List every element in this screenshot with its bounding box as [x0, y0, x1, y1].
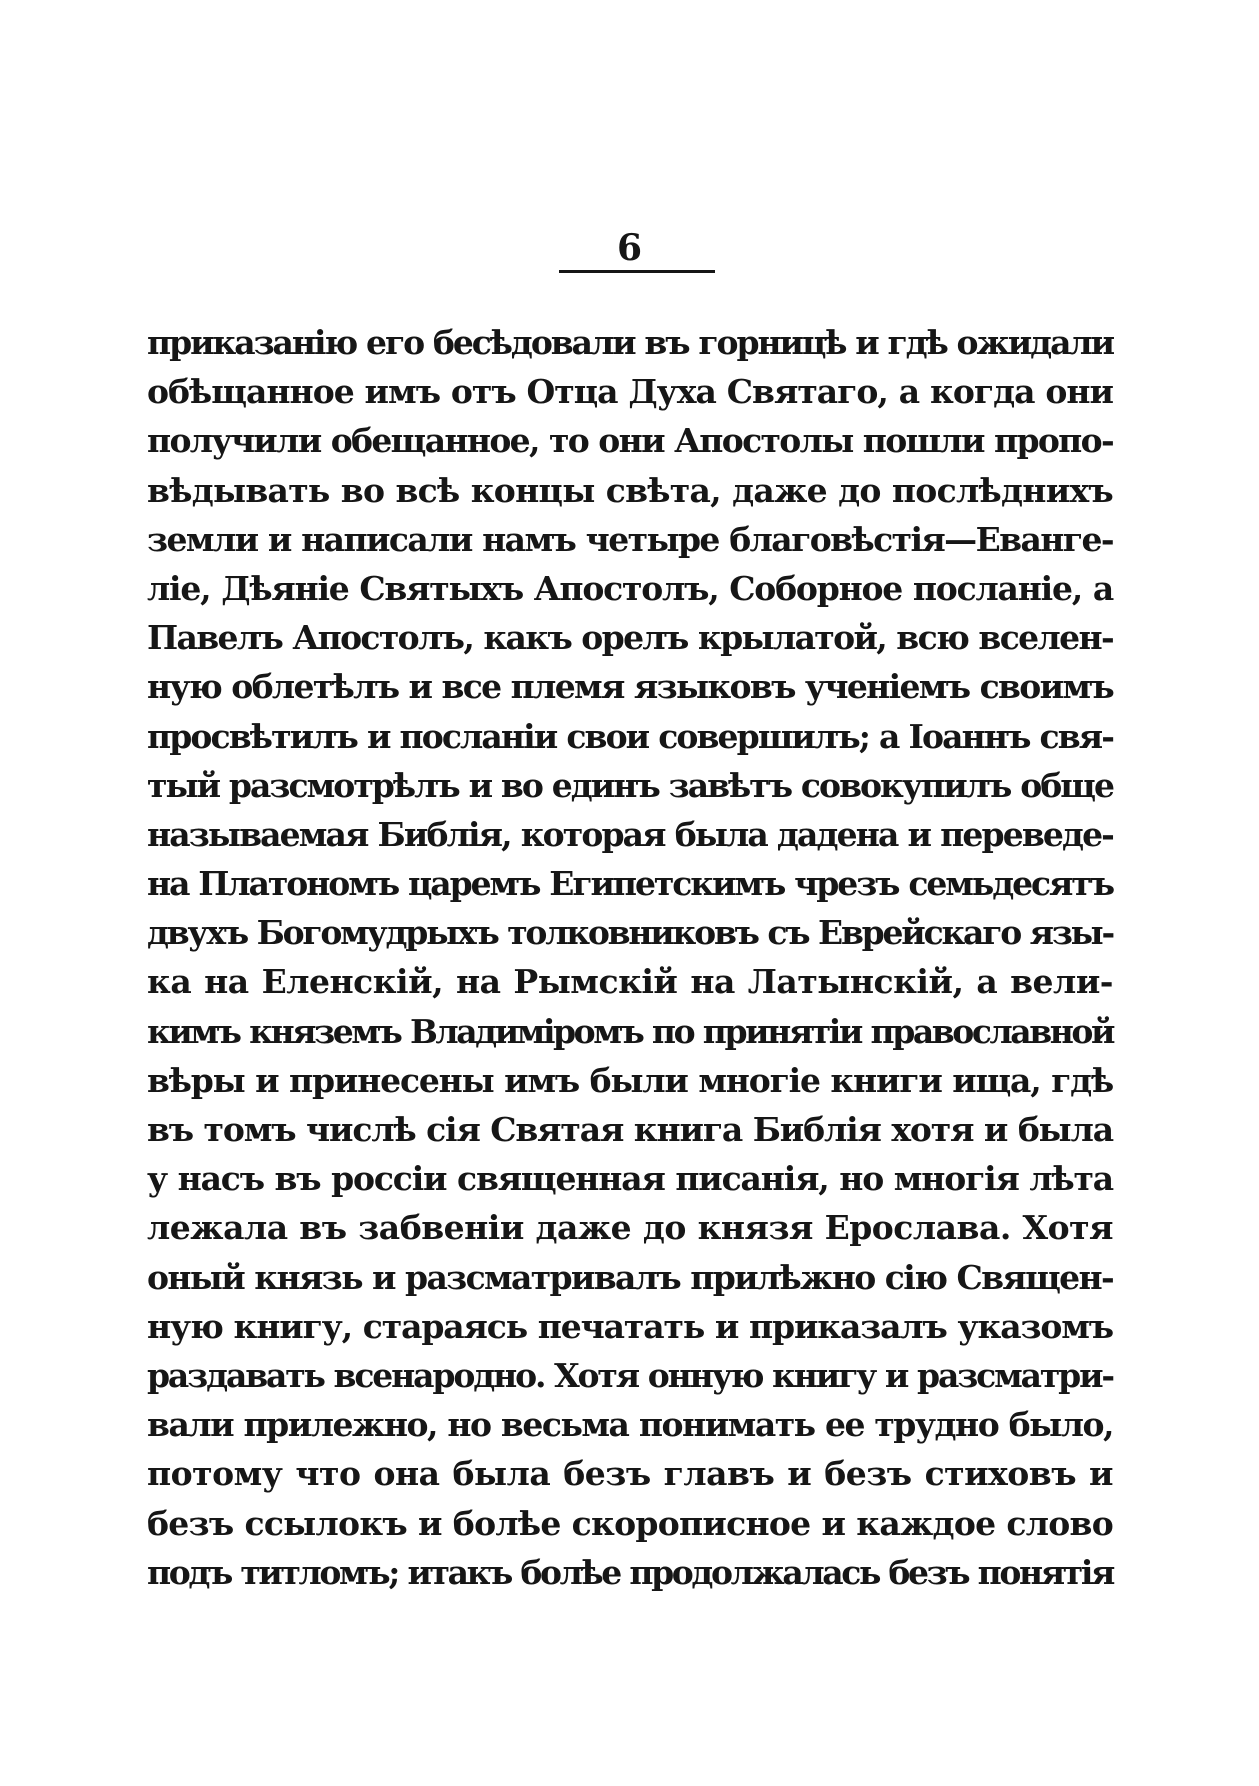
text-line: ную книгу, стараясь печатать и приказалъ указомъ — [147, 1306, 1113, 1346]
text-line: кимъ княземъ Владиміромъ по принятіи православной — [147, 1011, 1113, 1051]
text-line: вали прилежно, но весьма понимать ее трудно было, — [147, 1405, 1113, 1445]
text-line: вѣры и принесены имъ были многіе книги ища, гдѣ — [147, 1060, 1113, 1100]
text-line: раздавать всенародно. Хотя онную книгу и разсматри- — [147, 1355, 1113, 1395]
header-rule — [559, 270, 715, 273]
text-line: называемая Библія, которая была дадена и переведе- — [147, 814, 1113, 854]
text-line: оный князь и разсматривалъ прилѣжно сію Священ- — [147, 1257, 1113, 1297]
text-line: Павелъ Апостолъ, какъ орелъ крылатой, всю вселен- — [147, 618, 1113, 658]
text-line: въ томъ числѣ сія Святая книга Библія хотя и была — [147, 1110, 1113, 1149]
text-line: ка на Еленскій, на Рымскій на Латынскій, а вели- — [147, 962, 1113, 1002]
text-line: приказанію его бесѣдовали въ горницѣ и гдѣ ожидали — [147, 323, 1113, 362]
text-line: обѣщанное имъ отъ Отца Духа Святаго, а когда они — [147, 372, 1113, 412]
text-line: на Платономъ царемъ Египетскимъ чрезъ семьдесятъ — [147, 864, 1113, 904]
body-text — [147, 318, 1113, 1597]
text-line: подъ титломъ; итакъ болѣе продолжалась безъ понятія — [147, 1552, 1113, 1592]
text-line: просвѣтилъ и посланіи свои совершилъ; а Іоаннъ свя- — [147, 716, 1113, 756]
page-number: 6 — [616, 227, 643, 269]
text-line: получили обещанное, то они Апостолы пошли пропо- — [147, 421, 1113, 461]
text-line: ную облетѣлъ и все племя языковъ ученіемъ своимъ — [147, 667, 1113, 707]
text-line: вѣдывать во всѣ концы свѣта, даже до послѣднихъ — [147, 470, 1113, 510]
text-line: тый разсмотрѣлъ и во единъ завѣтъ совокупилъ обще — [147, 765, 1113, 805]
text-line: лежала въ забвеніи даже до князя Ерослава. Хотя — [147, 1208, 1113, 1248]
text-line: земли и написали намъ четыре благовѣстія—Еванге- — [147, 519, 1113, 559]
text-line: у насъ въ россіи священная писанія, но многія лѣта — [147, 1159, 1113, 1199]
text-line: безъ ссылокъ и болѣе скорописное и каждое слово — [147, 1503, 1113, 1543]
text-line: потому что она была безъ главъ и безъ стиховъ и — [147, 1454, 1113, 1494]
text-line: ліе, Дѣяніе Святыхъ Апостолъ, Соборное посланіе, а — [147, 568, 1113, 608]
text-line: двухъ Богомудрыхъ толковниковъ съ Еврейскаго язы- — [147, 913, 1113, 953]
